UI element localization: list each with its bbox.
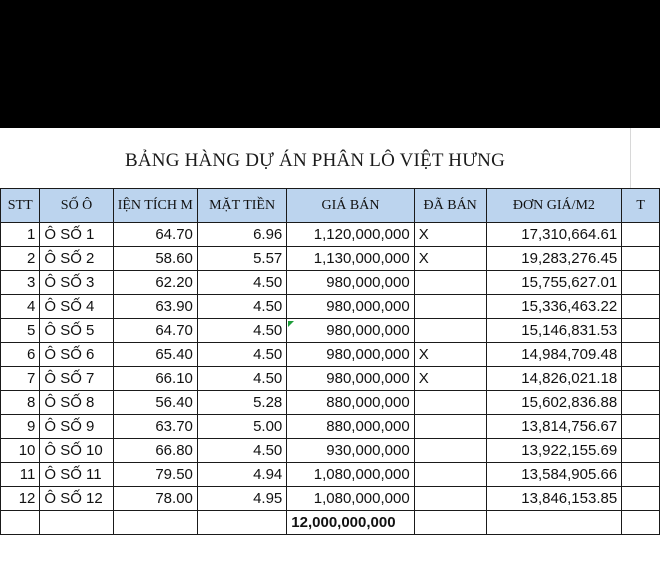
cell-extra[interactable] (622, 271, 660, 295)
cell-da-ban[interactable]: X (414, 367, 486, 391)
cell-don-gia[interactable]: 13,922,155.69 (486, 439, 622, 463)
cell-da-ban[interactable] (414, 271, 486, 295)
header-gia-ban[interactable]: GIÁ BÁN (287, 189, 414, 223)
cell-extra[interactable] (622, 463, 660, 487)
cell-extra[interactable] (622, 367, 660, 391)
cell-dien-tich[interactable]: 63.70 (113, 415, 197, 439)
cell-gia-ban[interactable]: 980,000,000 (287, 271, 414, 295)
data-table (0, 188, 660, 535)
cell-mat-tien[interactable]: 4.50 (197, 367, 286, 391)
cell-don-gia[interactable]: 15,602,836.88 (486, 391, 622, 415)
cell-extra[interactable] (622, 343, 660, 367)
cell-gia-ban[interactable]: 980,000,000 (287, 343, 414, 367)
cell-dien-tich[interactable]: 79.50 (113, 463, 197, 487)
cell-gia-ban[interactable]: 980,000,000 (287, 295, 414, 319)
gridline (630, 128, 631, 188)
cell-dien-tich[interactable]: 65.40 (113, 343, 197, 367)
cell-stt[interactable]: 8 (1, 391, 40, 415)
cell-so-o[interactable]: Ô SỐ 12 (40, 487, 113, 511)
cell-gia-ban[interactable]: 880,000,000 (287, 391, 414, 415)
cell-stt[interactable]: 5 (1, 319, 40, 343)
cell-so-o[interactable]: Ô SỐ 5 (40, 319, 113, 343)
cell-extra[interactable] (622, 247, 660, 271)
cell-dien-tich[interactable]: 56.40 (113, 391, 197, 415)
cell-dien-tich[interactable]: 62.20 (113, 271, 197, 295)
header-mat-tien[interactable]: MẶT TIỀN (197, 189, 286, 223)
table-row (1, 319, 660, 343)
cell-mat-tien[interactable]: 4.50 (197, 439, 286, 463)
empty-cell[interactable] (113, 511, 197, 535)
header-extra[interactable]: T (622, 189, 660, 223)
table-row (1, 487, 660, 511)
cell-don-gia[interactable]: 15,336,463.22 (486, 295, 622, 319)
header-stt[interactable]: STT (1, 189, 40, 223)
cell-so-o[interactable]: Ô SỐ 3 (40, 271, 113, 295)
sheet-title: BẢNG HÀNG DỰ ÁN PHÂN LÔ VIỆT HƯNG (124, 150, 505, 171)
cell-extra[interactable] (622, 319, 660, 343)
cell-extra[interactable] (622, 439, 660, 463)
cell-so-o[interactable]: Ô SỐ 11 (40, 463, 113, 487)
cell-don-gia[interactable]: 13,814,756.67 (486, 415, 622, 439)
cell-so-o[interactable]: Ô SỐ 10 (40, 439, 113, 463)
cell-stt[interactable]: 6 (1, 343, 40, 367)
title-row[interactable] (0, 128, 660, 189)
spreadsheet (0, 128, 660, 566)
cell-don-gia[interactable]: 15,146,831.53 (486, 319, 622, 343)
cell-gia-ban[interactable]: 980,000,000 (287, 367, 414, 391)
empty-cell[interactable] (40, 511, 113, 535)
table-row (1, 343, 660, 367)
cell-so-o[interactable]: Ô SỐ 7 (40, 367, 113, 391)
cell-da-ban[interactable]: X (414, 247, 486, 271)
total-gia-ban[interactable]: 12,000,000,000 (287, 511, 414, 535)
table-row (1, 271, 660, 295)
empty-cell[interactable] (622, 511, 660, 535)
header-dien-tich[interactable]: IỆN TÍCH M (113, 189, 197, 223)
cell-dien-tich[interactable]: 66.80 (113, 439, 197, 463)
header-row (1, 189, 660, 223)
table-row (1, 247, 660, 271)
cell-gia-ban[interactable]: 980,000,000 (287, 319, 414, 343)
cell-extra[interactable] (622, 487, 660, 511)
total-row (1, 511, 660, 535)
cell-gia-ban[interactable]: 1,080,000,000 (287, 463, 414, 487)
cell-mat-tien[interactable]: 5.57 (197, 247, 286, 271)
cell-dien-tich[interactable]: 58.60 (113, 247, 197, 271)
cell-da-ban[interactable]: X (414, 343, 486, 367)
cell-so-o[interactable]: Ô SỐ 9 (40, 415, 113, 439)
table-row (1, 223, 660, 247)
cell-mat-tien[interactable]: 4.95 (197, 487, 286, 511)
cell-don-gia[interactable]: 13,584,905.66 (486, 463, 622, 487)
cell-so-o[interactable]: Ô SỐ 8 (40, 391, 113, 415)
empty-cell[interactable] (414, 511, 486, 535)
cell-mat-tien[interactable]: 5.00 (197, 415, 286, 439)
cell-gia-ban[interactable]: 880,000,000 (287, 415, 414, 439)
cell-da-ban[interactable] (414, 319, 486, 343)
cell-stt[interactable]: 10 (1, 439, 40, 463)
header-da-ban[interactable]: ĐÃ BÁN (414, 189, 486, 223)
cell-mat-tien[interactable]: 5.28 (197, 391, 286, 415)
cell-extra[interactable] (622, 295, 660, 319)
cell-stt[interactable]: 12 (1, 487, 40, 511)
cell-dien-tich[interactable]: 64.70 (113, 319, 197, 343)
cell-dien-tich[interactable]: 78.00 (113, 487, 197, 511)
table-row (1, 439, 660, 463)
table-row (1, 391, 660, 415)
cell-extra[interactable] (622, 391, 660, 415)
cell-stt[interactable]: 7 (1, 367, 40, 391)
cell-don-gia[interactable]: 13,846,153.85 (486, 487, 622, 511)
cell-mat-tien[interactable]: 6.96 (197, 223, 286, 247)
cell-stt[interactable]: 11 (1, 463, 40, 487)
cell-mat-tien[interactable]: 4.50 (197, 343, 286, 367)
cell-so-o[interactable]: Ô SỐ 1 (40, 223, 113, 247)
cell-dien-tich[interactable]: 66.10 (113, 367, 197, 391)
cell-don-gia[interactable]: 14,826,021.18 (486, 367, 622, 391)
cell-da-ban[interactable]: X (414, 223, 486, 247)
cell-so-o[interactable]: Ô SỐ 2 (40, 247, 113, 271)
empty-cell[interactable] (197, 511, 286, 535)
cell-stt[interactable]: 1 (1, 223, 40, 247)
cell-don-gia[interactable]: 14,984,709.48 (486, 343, 622, 367)
table-row (1, 367, 660, 391)
cell-so-o[interactable]: Ô SỐ 4 (40, 295, 113, 319)
cell-mat-tien[interactable]: 4.50 (197, 319, 286, 343)
cell-don-gia[interactable]: 17,310,664.61 (486, 223, 622, 247)
cell-stt[interactable]: 2 (1, 247, 40, 271)
table-row (1, 415, 660, 439)
cell-gia-ban[interactable]: 1,080,000,000 (287, 487, 414, 511)
cell-dien-tich[interactable]: 63.90 (113, 295, 197, 319)
cell-gia-ban[interactable]: 930,000,000 (287, 439, 414, 463)
cell-mat-tien[interactable]: 4.94 (197, 463, 286, 487)
table-row (1, 295, 660, 319)
cell-so-o[interactable]: Ô SỐ 6 (40, 343, 113, 367)
cell-stt[interactable]: 9 (1, 415, 40, 439)
table-row (1, 463, 660, 487)
cell-da-ban[interactable] (414, 487, 486, 511)
cell-mat-tien[interactable]: 4.50 (197, 295, 286, 319)
header-so-o[interactable]: SỐ Ô (40, 189, 113, 223)
cell-mat-tien[interactable]: 4.50 (197, 271, 286, 295)
cell-da-ban[interactable] (414, 439, 486, 463)
cell-extra[interactable] (622, 223, 660, 247)
cell-da-ban[interactable] (414, 415, 486, 439)
empty-cell[interactable] (486, 511, 622, 535)
cell-stt[interactable]: 3 (1, 271, 40, 295)
cell-comment-marker (288, 321, 294, 327)
cell-dien-tich[interactable]: 64.70 (113, 223, 197, 247)
cell-da-ban[interactable] (414, 463, 486, 487)
header-don-gia[interactable]: ĐƠN GIÁ/M2 (486, 189, 622, 223)
cell-don-gia[interactable]: 19,283,276.45 (486, 247, 622, 271)
cell-gia-ban[interactable]: 1,120,000,000 (287, 223, 414, 247)
cell-gia-ban[interactable]: 1,130,000,000 (287, 247, 414, 271)
cell-extra[interactable] (622, 415, 660, 439)
cell-da-ban[interactable] (414, 391, 486, 415)
cell-stt[interactable]: 4 (1, 295, 40, 319)
cell-don-gia[interactable]: 15,755,627.01 (486, 271, 622, 295)
empty-cell[interactable] (1, 511, 40, 535)
cell-da-ban[interactable] (414, 295, 486, 319)
